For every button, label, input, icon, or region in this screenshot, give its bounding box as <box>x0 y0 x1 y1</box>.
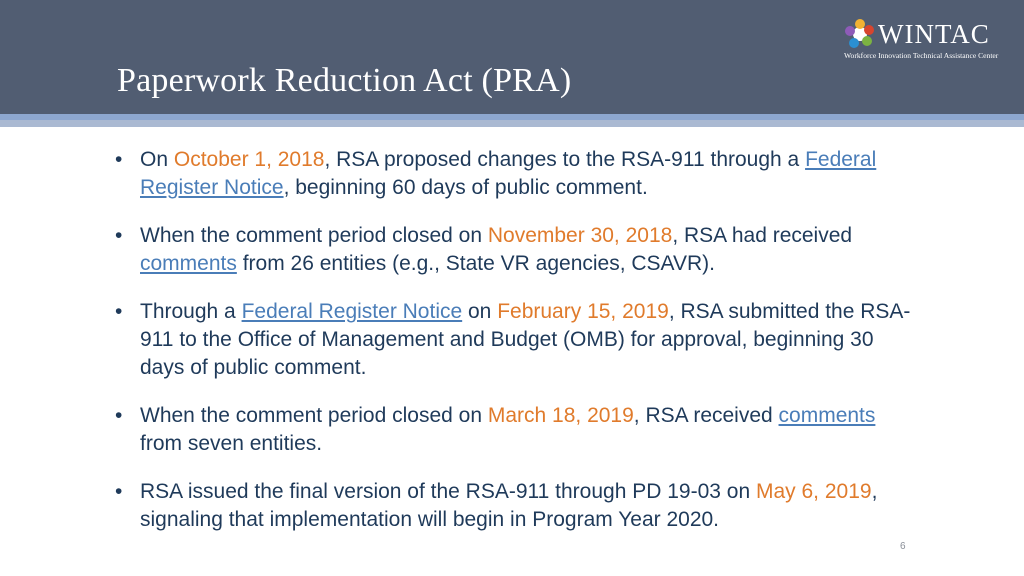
date-highlight: November 30, 2018 <box>487 224 673 247</box>
bullet-item <box>112 298 912 382</box>
comments-link[interactable]: comments <box>140 252 237 275</box>
bullet-text: When the comment period closed on <box>140 404 488 427</box>
date-highlight: March 18, 2019 <box>487 404 634 427</box>
bullet-text: from seven entities. <box>140 432 323 455</box>
bullet-text: on <box>462 300 498 323</box>
bullet-item <box>112 402 912 458</box>
bullet-text: , RSA received <box>633 404 779 427</box>
bullet-item <box>112 146 912 202</box>
wintac-logo-mark-icon <box>844 18 876 50</box>
bullet-list <box>112 146 912 554</box>
comments-link[interactable]: comments <box>778 404 876 427</box>
slide-title: Paperwork Reduction Act (PRA) <box>117 62 572 99</box>
bullet-item <box>112 478 912 534</box>
bullet-text: , signaling that implementation will begin in Program Year 2020. <box>140 480 878 531</box>
page-number: 6 <box>900 541 906 552</box>
bullet-text: , beginning 60 days of public comment. <box>283 176 648 199</box>
wintac-logo-name: WINTAC <box>878 19 990 49</box>
bullet-text: RSA issued the final version of the RSA-911 through PD 19-03 on <box>140 480 756 503</box>
bullet-text: , RSA had received <box>672 224 853 247</box>
bullet-text: , RSA proposed changes to the RSA-911 through a <box>324 148 806 171</box>
federal-register-notice-link[interactable]: Federal Register Notice <box>140 148 877 199</box>
bullet-text: , RSA submitted the RSA-911 to the Office of Management and Budget (OMB) for approval, beginning 30 days of public comment. <box>140 300 911 379</box>
bullet-text: Through a <box>140 300 242 323</box>
date-highlight: February 15, 2019 <box>497 300 669 323</box>
date-highlight: May 6, 2019 <box>755 480 872 503</box>
federal-register-notice-link[interactable]: Federal Register Notice <box>241 300 463 323</box>
wintac-logo-tagline: Workforce Innovation Technical Assistance Center <box>844 51 999 60</box>
date-highlight: October 1, 2018 <box>173 148 325 171</box>
bullet-text: from 26 entities (e.g., State VR agencies, CSAVR). <box>236 252 716 275</box>
bullet-item <box>112 222 912 278</box>
header-rule-dark <box>0 120 1024 127</box>
wintac-logo <box>844 18 1014 64</box>
bullet-text: On <box>140 148 174 171</box>
bullet-text: When the comment period closed on <box>140 224 488 247</box>
